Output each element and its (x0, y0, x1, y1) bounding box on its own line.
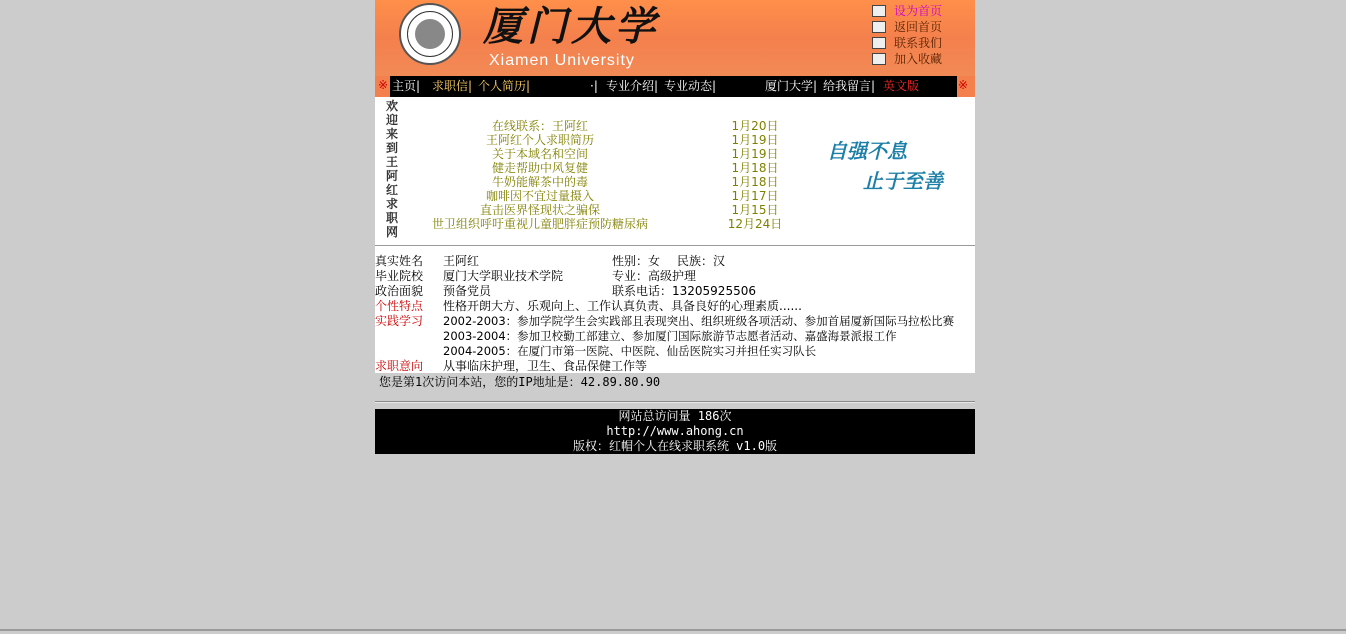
footer (375, 409, 975, 454)
phone-value: 联系电话：13205925506 (612, 284, 756, 298)
nav-guestbook[interactable]: 给我留言| (823, 79, 876, 93)
university-seal-logo (399, 3, 461, 65)
major-value: 专业：高级护理 (612, 269, 697, 283)
politics-label: 政治面貌 (375, 284, 424, 298)
copyright: 版权：红帽个人在线求职系统 v1.0版 (572, 439, 778, 453)
nav-xmu[interactable]: 厦门大学| (765, 79, 818, 93)
name-value: 王阿红 (443, 254, 480, 268)
practice-item: 2002-2003：参加学院学生会实践部且表现突出、组织班级各项活动、参加首届厦新国际马拉松比赛 (443, 314, 955, 328)
nav-major-news[interactable]: 专业动态| (664, 79, 717, 93)
set-homepage-link[interactable]: 设为首页 (872, 3, 942, 19)
ethnicity-value: 民族：汉 (677, 254, 726, 268)
add-favorites-link[interactable]: 加入收藏 (872, 51, 942, 67)
intent-value: 从事临床护理，卫生、食品保健工作等 (443, 359, 648, 373)
motto-calligraphy: 自强不息 止于至善 (827, 139, 943, 193)
contact-icon (872, 37, 886, 49)
header-banner (375, 0, 975, 76)
visitor-info: 您是第1次访问本站，您的IP地址是：42.89.80.90 (379, 375, 661, 389)
window-bottom-border (0, 629, 1346, 631)
politics-value: 预备党员 (443, 284, 492, 298)
nav-home[interactable]: 主页| (392, 79, 421, 93)
intent-label: 求职意向 (375, 359, 424, 373)
nav-dot: ·| (590, 79, 598, 93)
news-section: 欢 迎 来 到 王 阿 红 求 职 网 在线联系：王阿红 1月20日 王阿红个人求职简历 1月19日 关于本域名和空间 1月19日 健走帮助中风复健 1月18日 牛奶能解茶中的毒 1月18日 咖啡因不宜过量摄入 1月17日 直击医界怪现状之骗保 1月15日 世卫组织呼吁重视儿童肥胖症预防糖尿病 12月24日 自强不息 止于至善 (375, 97, 975, 245)
nav-mark-right: ※ (958, 78, 969, 92)
nav-english[interactable]: 英文版 (883, 79, 920, 93)
bookmark-icon (872, 53, 886, 65)
name-label: 真实姓名 (375, 254, 424, 268)
contact-us-link[interactable]: 联系我们 (872, 35, 942, 51)
nav-resume[interactable]: 个人简历| (478, 79, 531, 93)
profile-section (375, 247, 975, 373)
nav-major-intro[interactable]: 专业介绍| (606, 79, 659, 93)
welcome-vertical-text: 欢 迎 来 到 王 阿 红 求 职 网 (385, 99, 398, 239)
nav-mark-left: ※ (378, 78, 389, 92)
nav-menu (390, 76, 957, 97)
practice-item: 2004-2005：在厦门市第一医院、中医院、仙岳医院实习并担任实习队长 (443, 344, 817, 358)
university-name-cn: 厦门大学 (483, 3, 659, 50)
traits-value: 性格开朗大方、乐观向上、工作认真负责、具备良好的心理素质...... (443, 299, 802, 313)
site-url[interactable]: http://www.ahong.cn (606, 424, 744, 438)
return-homepage-link[interactable]: 返回首页 (872, 19, 942, 35)
school-label: 毕业院校 (375, 269, 424, 283)
gender-value: 性别：女 (612, 254, 661, 268)
nav-bar (375, 76, 975, 97)
nav-cover-letter[interactable]: 求职信| (432, 79, 473, 93)
practice-label: 实践学习 (375, 314, 424, 328)
home-icon (872, 5, 886, 17)
university-name-en: Xiamen University (489, 52, 635, 69)
divider (375, 401, 975, 403)
traits-label: 个性特点 (375, 299, 424, 313)
quick-links (872, 3, 942, 67)
practice-item: 2003-2004：参加卫校勤工部建立、参加厦门国际旅游节志愿者活动、嘉盛海景派报工作 (443, 329, 897, 343)
visit-counter: 网站总访问量 186次 (618, 409, 732, 423)
return-icon (872, 21, 886, 33)
school-value: 厦门大学职业技术学院 (443, 269, 564, 283)
page (375, 0, 975, 454)
